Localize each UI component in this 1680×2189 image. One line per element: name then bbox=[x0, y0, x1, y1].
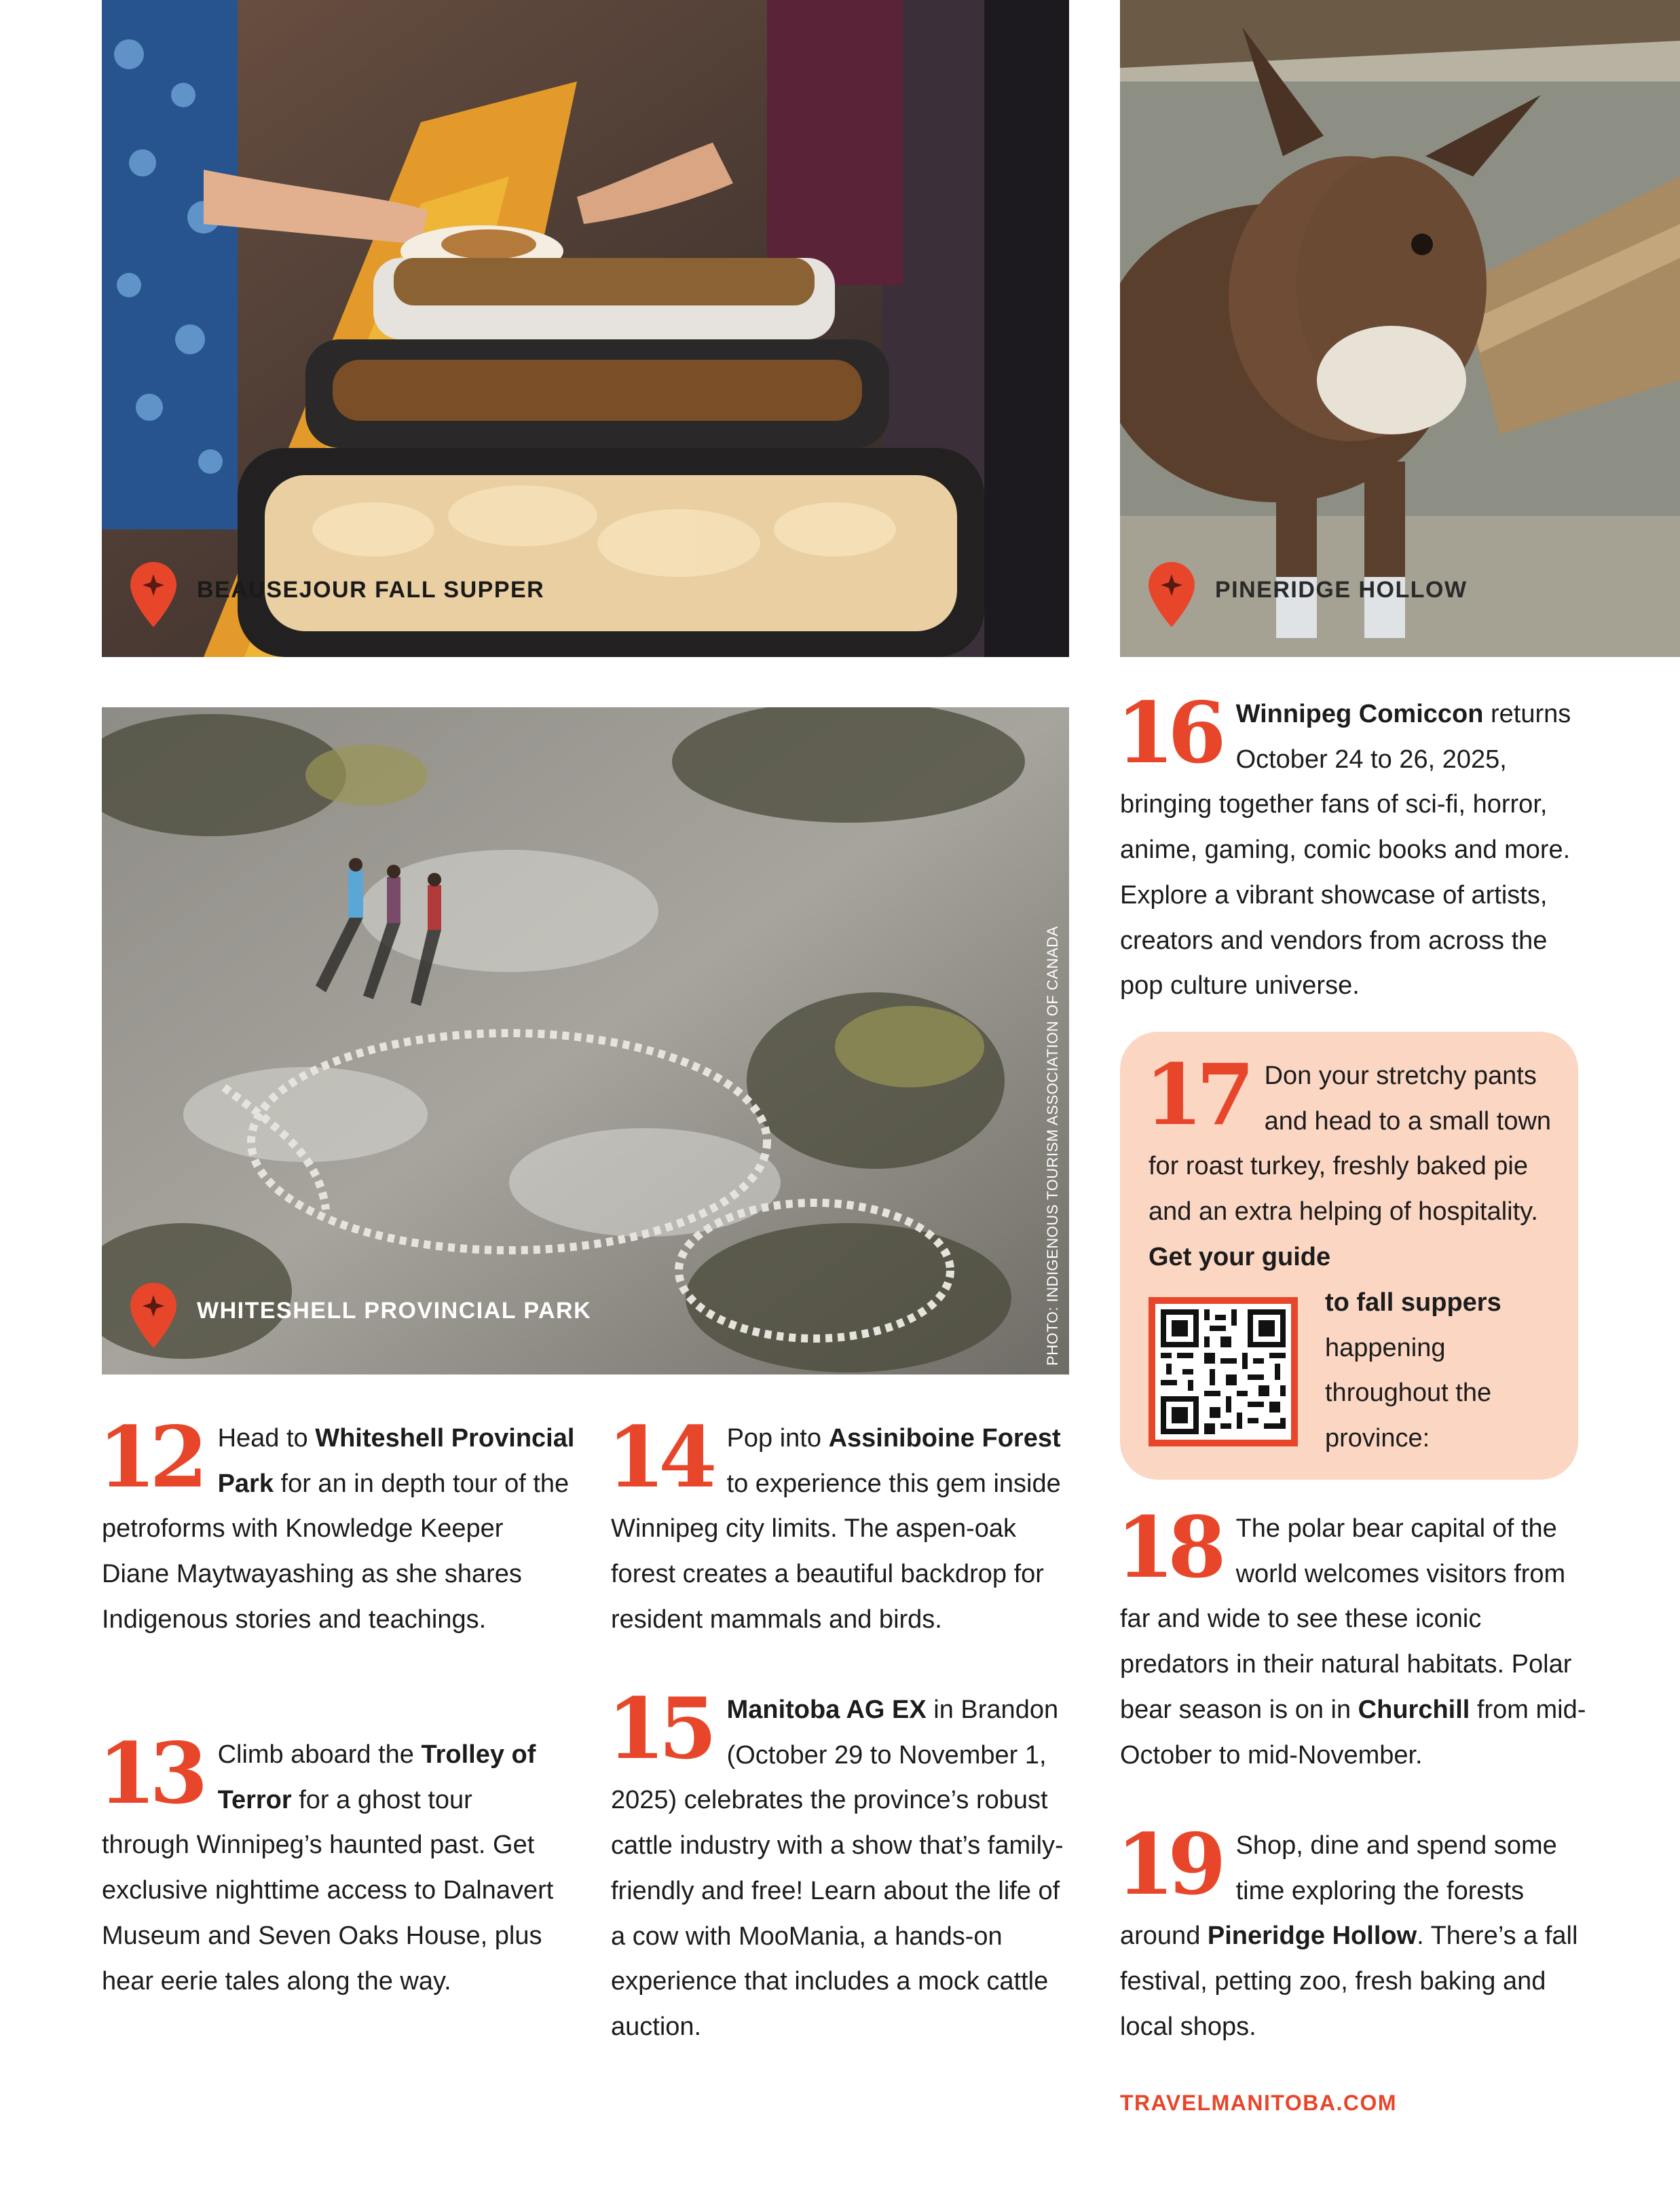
item-number: 15 bbox=[607, 1680, 711, 1778]
location-pin-icon bbox=[1147, 561, 1196, 629]
footer-url[interactable]: TRAVELMANITOBA.COM bbox=[1120, 2091, 1398, 2115]
place-name: Pineridge Hollow bbox=[1207, 1922, 1417, 1951]
item-19: 19 Shop, dine and spend some time exploring the forests around Pineridge Hollow. There’s a fall festival, petting zoo, fresh baking and local shops. bbox=[1116, 1816, 1578, 2041]
item-number: 12 bbox=[98, 1408, 202, 1507]
guide-link-text[interactable]: Get your guide bbox=[1149, 1242, 1331, 1271]
item-17-continued: to fall suppers happening throughout the province: bbox=[1325, 1288, 1501, 1453]
item-14: 14 Pop into Assiniboine Forest to experience this gem inside Winnipeg city limits. The aspen-oak forest creates a beautiful backdrop for resident mammals and birds. bbox=[607, 1408, 1061, 1634]
item-13: 13 Climb aboard the Trolley of Terror for a ghost tour through Winnipeg’s haunted past. Get exclusive nighttime access to Dalnavert Museum and Seven Oaks House, plus hear eerie tales along the way. bbox=[98, 1725, 554, 1996]
item-number: 14 bbox=[607, 1408, 711, 1507]
item-16: 16 Winnipeg Comiccon returns October 24 to 26, 2025, bringing together fans of sci-fi, horror, anime, gaming, comic books and more. Explore a vibrant showcase of artists, creators and vendors from across the pop culture universe. bbox=[1116, 684, 1571, 1000]
item-number: 18 bbox=[1116, 1499, 1220, 1597]
place-name: Churchill bbox=[1358, 1695, 1470, 1724]
item-12: 12 Head to Whiteshell Provincial Park for an in depth tour of the petroforms with Knowledge Keeper Diane Maytwayashing as she shares Indigenous stories and teachings. bbox=[98, 1408, 575, 1634]
item-17: 17 Don your stretchy pants and head to a small town for roast turkey, freshly baked pie and an extra helping of hospitality. Get your guide bbox=[1144, 1046, 1552, 1271]
photo-whiteshell-park bbox=[102, 707, 1069, 1374]
location-pin-icon bbox=[129, 561, 178, 629]
qr-code[interactable] bbox=[1149, 1297, 1298, 1446]
item-number: 16 bbox=[1116, 684, 1220, 783]
item-15: 15 Manitoba AG EX in Brandon (October 29 to November 1, 2025) celebrates the province’s robust cattle industry with a show that’s family-friendly and free! Learn about the life of a cow with MooMania, a hands-on experience that includes a mock cattle auction. bbox=[607, 1680, 1064, 2041]
guide-link-text[interactable]: to fall suppers bbox=[1325, 1288, 1501, 1317]
photo-label: PINERIDGE HOLLOW bbox=[1215, 577, 1468, 603]
photo-pineridge-hollow bbox=[1120, 0, 1680, 657]
event-name: Manitoba AG EX bbox=[726, 1696, 927, 1724]
location-pin-icon bbox=[129, 1281, 178, 1349]
photo-label: BEAUSEJOUR FALL SUPPER bbox=[197, 577, 545, 603]
photo-fall-supper bbox=[102, 0, 1069, 657]
photo-label: WHITESHELL PROVINCIAL PARK bbox=[197, 1298, 592, 1324]
item-18: 18 The polar bear capital of the world welcomes visitors from far and wide to see these iconic predators in their natural habitats. Polar bear season is on in Churchill from mid-October to mid-November. bbox=[1116, 1499, 1586, 1770]
item-number: 13 bbox=[98, 1725, 202, 1823]
photo-credit: PHOTO: INDIGENOUS TOURISM ASSOCIATION OF CANADA bbox=[1044, 926, 1061, 1366]
item-number: 19 bbox=[1116, 1816, 1220, 1914]
event-name: Trolley of Terror bbox=[217, 1740, 536, 1814]
event-name: Winnipeg Comiccon bbox=[1235, 700, 1484, 728]
place-name: Whiteshell Provincial Park bbox=[217, 1424, 575, 1498]
place-name: Assiniboine Forest bbox=[828, 1424, 1061, 1453]
item-number: 17 bbox=[1144, 1046, 1248, 1144]
